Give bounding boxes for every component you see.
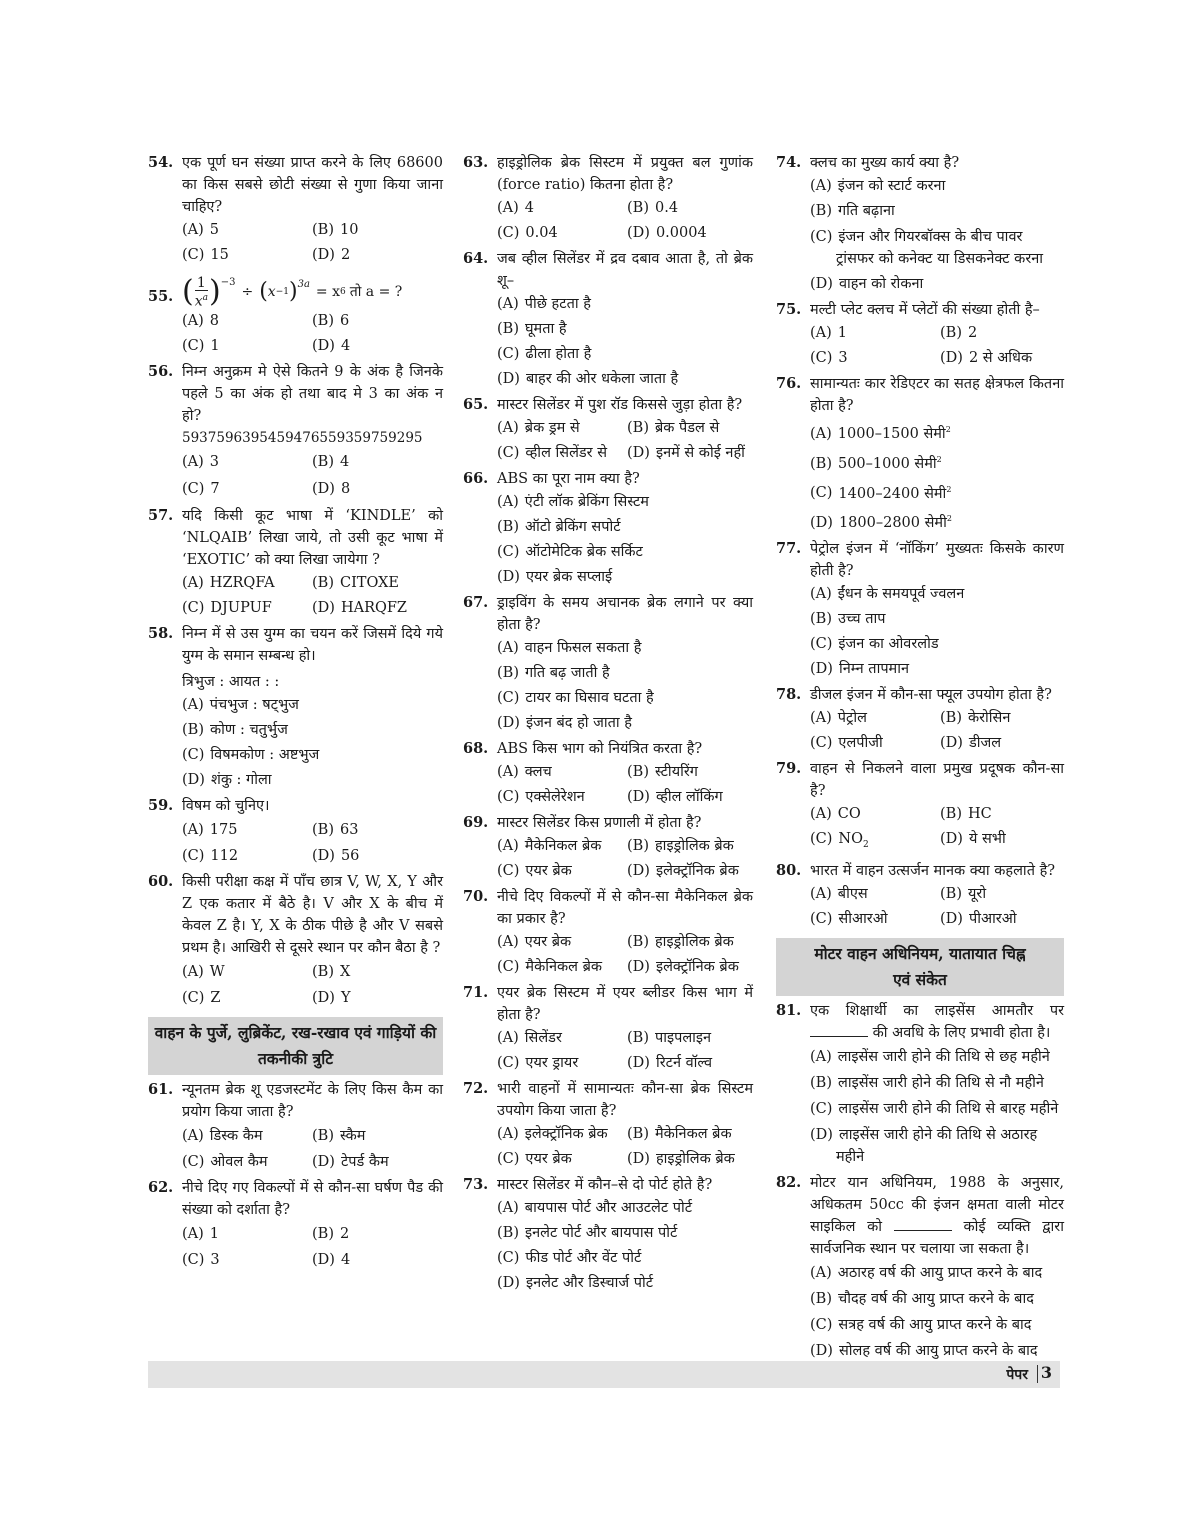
question-text: भारी वाहनों में सामान्यतः कौन-सा ब्रेक सिस्टम उपयोग किया जाता है? — [497, 1081, 753, 1119]
option-a: (A) एयर ब्रेक — [497, 934, 572, 950]
option-c: (C) 15 — [182, 247, 229, 263]
given-pair: त्रिभुज : आयत : : — [182, 673, 280, 690]
question-number: 55. — [148, 288, 174, 305]
option-b: (B) HC — [940, 806, 992, 823]
options — [182, 449, 443, 503]
option-d: (D) 56 — [312, 847, 360, 864]
question-71 — [463, 982, 753, 1076]
math-formula: ( $\frac{1}{x^a}$ ) $^{-3}$ ÷ ( x −1 ) $^{3a}$ = x 6 तो a = ? — [182, 274, 403, 310]
option-b: (B) 2 — [940, 325, 978, 341]
footer-label: पेपर — [1006, 1367, 1028, 1383]
option-d: (D) व्हील लॉकिंग — [627, 789, 723, 805]
question-number: 57. — [148, 506, 174, 524]
fill-blank — [810, 1024, 868, 1037]
option-d: (D) HARQFZ — [312, 599, 408, 616]
option-c: (C) टायर का घिसाव घटता है — [497, 690, 654, 706]
options — [182, 309, 443, 359]
option-a: (A) 4 — [497, 200, 535, 216]
option-c: (C) फीड पोर्ट और वेंट पोर्ट — [497, 1250, 642, 1266]
option-c: (C) सीआरओ — [810, 911, 888, 928]
question-62 — [148, 1177, 443, 1273]
option-b: (B) CITOXE — [312, 574, 400, 591]
question-59 — [148, 795, 443, 869]
question-number: 75. — [776, 301, 802, 318]
question-text: ABS का पूरा नाम क्या है? — [497, 471, 640, 487]
option-b: (B) ऑटो ब्रेकिंग सपोर्ट — [497, 519, 621, 535]
question-68 — [463, 738, 753, 810]
question-number: 66. — [463, 470, 489, 487]
question-66 — [463, 468, 753, 590]
question-text: मास्टर सिलेंडर में पुश रॉड किससे जुड़ा होता है? — [497, 397, 743, 413]
options — [497, 292, 753, 392]
option-d: (D) वाहन को रोकना — [810, 276, 924, 292]
option-c: (C) 0.04 — [497, 225, 558, 241]
question-text: मल्टी प्लेट क्लच में प्लेटों की संख्या होती है– — [810, 302, 1040, 318]
question-number: 70. — [463, 888, 489, 905]
question-78 — [776, 684, 1064, 756]
options — [810, 582, 1064, 682]
option-b: (B) हाइड्रोलिक ब्रेक — [627, 838, 734, 854]
question-text: मास्टर सिलेंडर किस प्रणाली में होता है? — [497, 815, 702, 831]
option-b: (B) कोण : चतुर्भुज — [182, 721, 288, 738]
option-d: (D) शंकु : गोला — [182, 771, 272, 788]
question-75 — [776, 299, 1064, 371]
option-d: (D) 2 से अधिक — [940, 350, 1033, 366]
option-d: (D) निम्न तापमान — [810, 661, 910, 678]
option-c: (C) इंजन का ओवरलोड — [810, 636, 939, 653]
option-a: (A) 175 — [182, 821, 238, 838]
options — [810, 321, 1064, 371]
option-d: (D) Y — [312, 989, 351, 1006]
option-a: (A) वाहन फिसल सकता है — [497, 640, 642, 656]
option-d: (D) 8 — [312, 480, 351, 497]
question-number: 63. — [463, 154, 489, 171]
option-b: (B) स्कैम — [312, 1127, 366, 1144]
option-c: (C) 3 — [810, 350, 848, 366]
option-c: (C) 7 — [182, 480, 220, 497]
question-number: 56. — [148, 362, 174, 380]
question-79 — [776, 758, 1064, 858]
question-number: 81. — [776, 1002, 802, 1020]
option-a: (A) बायपास पोर्ट और आउटलेट पोर्ट — [497, 1200, 693, 1216]
options — [497, 1026, 753, 1076]
option-a: (A) एंटी लॉक ब्रेकिंग सिस्टम — [497, 494, 649, 510]
option-b: (B) 10 — [312, 222, 359, 238]
options — [810, 417, 1064, 536]
question-text: ABS किस भाग को नियंत्रित करता है? — [497, 741, 703, 757]
question-number: 61. — [148, 1080, 174, 1098]
option-c: (C) 3 — [182, 1251, 220, 1268]
question-text: निम्न अनुक्रम मे ऐसे कितने 9 के अंक है जिनके पहले 5 का अंक हो तथा बाद मे 3 का अंक न हो? — [182, 363, 443, 424]
question-number: 74. — [776, 154, 802, 171]
option-d: (D) 4 — [312, 337, 351, 354]
option-d: (D) पीआरओ — [940, 911, 1017, 928]
option-d: (D) एयर ब्रेक सप्लाई — [497, 569, 613, 585]
option-b: (B) लाइसेंस जारी होने की तिथि से नौ महीने — [810, 1075, 1044, 1092]
option-d: (D) इंजन बंद हो जाता है — [497, 715, 632, 731]
option-a: (A) इंजन को स्टार्ट करना — [810, 178, 946, 194]
option-a: (A) डिस्क कैम — [182, 1127, 263, 1144]
option-d: (D) डीजल — [940, 735, 1002, 752]
options — [810, 1044, 1064, 1170]
option-d: (D) इनमें से कोई नहीं — [627, 445, 745, 461]
question-64 — [463, 248, 753, 392]
option-b: (B) 6 — [312, 312, 350, 329]
option-c: (C) ओवल कैम — [182, 1153, 268, 1170]
question-text: निम्न में से उस युग्म का चयन करें जिसमें दिये गये युग्म के समान सम्बन्ध हो। — [182, 625, 443, 664]
option-a: (A) 5 — [182, 222, 220, 238]
question-text: नीचे दिए गए विकल्पों में से कौन-सा घर्षण पैड की संख्या को दर्शाता है? — [182, 1179, 443, 1218]
page-number: 3 — [1040, 1363, 1052, 1382]
question-65 — [463, 394, 753, 466]
question-67 — [463, 592, 753, 736]
option-d: (D) इलेक्ट्रॉनिक ब्रेक — [627, 959, 739, 975]
options — [497, 760, 753, 810]
question-text: क्लच का मुख्य कार्य क्या है? — [810, 155, 960, 171]
option-a: (A) 1 — [810, 325, 848, 341]
question-text: हाइड्रोलिक ब्रेक सिस्टम में प्रयुक्त बल गुणांक (force ratio) कितना होता है? — [497, 155, 753, 193]
question-number: 59. — [148, 796, 174, 814]
option-b: (B) 63 — [312, 821, 359, 838]
question-number: 68. — [463, 740, 489, 757]
question-text: न्यूनतम ब्रेक शू एडजस्टमेंट के लिए किस कैम का प्रयोग किया जाता है? — [182, 1081, 443, 1120]
question-text: वाहन से निकलने वाला प्रमुख प्रदूषक कौन-सा है? — [810, 761, 1064, 800]
option-b: (B) 500–1000 सेमी$^2$ — [810, 454, 942, 472]
option-a: (A) 1 — [182, 1225, 220, 1242]
question-number: 73. — [463, 1176, 489, 1193]
options — [182, 693, 443, 793]
question-number: 54. — [148, 154, 174, 171]
option-b: (B) 0.4 — [627, 200, 679, 216]
option-d: (D) रिटर्न वॉल्व — [627, 1055, 713, 1071]
question-number: 58. — [148, 624, 174, 642]
footer-divider — [1037, 1365, 1038, 1383]
question-69 — [463, 812, 753, 884]
option-c: (C) एयर ड्रायर — [497, 1055, 579, 1071]
question-73 — [463, 1174, 753, 1296]
options — [182, 817, 443, 869]
option-b: (B) यूरो — [940, 886, 987, 903]
question-number: 71. — [463, 984, 489, 1001]
question-number: 79. — [776, 760, 802, 778]
option-a: (A) 1000–1500 सेमी$^2$ — [810, 425, 951, 442]
option-c: (C) ढीला होता है — [497, 346, 592, 362]
page-footer — [148, 1361, 1060, 1388]
option-d: (D) इनलेट और डिस्चार्ज पोर्ट — [497, 1275, 654, 1291]
option-b: (B) घूमता है — [497, 321, 567, 337]
option-c: (C) सत्रह वर्ष की आयु प्राप्त करने के बाद — [810, 1317, 1032, 1334]
section-heading: मोटर वाहन अधिनियम, यातायात चिह्न एवं संकेत — [776, 938, 1064, 996]
option-c: (C) 1400–2400 सेमी$^2$ — [810, 484, 952, 502]
question-54 — [148, 152, 443, 268]
option-a: (A) 3 — [182, 453, 220, 470]
option-c: (C) लाइसेंस जारी होने की तिथि से बारह महीने — [810, 1101, 1059, 1118]
option-a: (A) 8 — [182, 312, 220, 329]
option-b: (B) ब्रेक पैडल से — [627, 420, 720, 436]
option-b: (B) मैकेनिकल ब्रेक — [627, 1126, 732, 1142]
question-text: जब व्हील सिलेंडर में द्रव दबाव आता है, तो ब्रेक शू– — [497, 251, 753, 289]
question-82 — [776, 1172, 1064, 1364]
option-d: (D) लाइसेंस जारी होने की तिथि से अठारह महीने — [810, 1127, 1038, 1166]
option-a: (A) अठारह वर्ष की आयु प्राप्त करने के बाद — [810, 1265, 1043, 1282]
option-a: (A) W — [182, 963, 225, 980]
option-a: (A) सिलेंडर — [497, 1030, 562, 1046]
question-80 — [776, 860, 1064, 932]
option-a: (A) पीछे हटता है — [497, 296, 591, 312]
question-text: ड्राइविंग के समय अचानक ब्रेक लगाने पर क्या होता है? — [497, 595, 753, 633]
option-c: (C) व्हील सिलेंडर से — [497, 445, 607, 461]
option-c: (C) DJUPUF — [182, 599, 272, 616]
question-58 — [148, 623, 443, 793]
options — [810, 706, 1064, 756]
option-c: (C) 112 — [182, 847, 239, 864]
question-number: 78. — [776, 686, 802, 704]
question-number: 77. — [776, 540, 802, 558]
question-text: विषम को चुनिए। — [182, 797, 270, 814]
question-61 — [148, 1079, 443, 1175]
options — [182, 1123, 443, 1175]
options — [497, 196, 753, 246]
question-text: पेट्रोल इंजन में ‘नॉकिंग’ मुख्यतः किसके कारण होती है? — [810, 541, 1064, 580]
option-d: (D) 2 — [312, 247, 351, 263]
option-b: (B) स्टीयरिंग — [627, 764, 698, 780]
option-c: (C) एयर ब्रेक — [497, 1151, 572, 1167]
option-d: (D) 0.0004 — [627, 225, 707, 241]
number-sequence: 5937596395459476559359759295 — [182, 429, 423, 446]
question-72 — [463, 1078, 753, 1172]
question-text: डीजल इंजन में कौन-सा फ्यूल उपयोग होता है? — [810, 687, 1052, 704]
option-c: (C) मैकेनिकल ब्रेक — [497, 959, 603, 975]
option-c: (C) एक्सेलेरेशन — [497, 789, 585, 805]
options — [182, 1221, 443, 1273]
question-number: 65. — [463, 396, 489, 413]
option-c: (C) $NO_2$ — [810, 831, 869, 851]
question-text: यदि किसी कूट भाषा में ‘KINDLE’ को ‘NLQAIB’ लिखा जाये, तो उसी कूट भाषा में ‘EXOTIC’ को क्या लिखा जायेगा ? — [182, 507, 443, 568]
question-text: एक शिक्षार्थी का लाइसेंस आमतौर पर की अवधि के लिए प्रभावी होता है। — [810, 1003, 1064, 1042]
column-2 — [463, 152, 753, 1298]
option-b: (B) हाइड्रोलिक ब्रेक — [627, 934, 734, 950]
option-b: (B) X — [312, 963, 351, 980]
question-81 — [776, 1000, 1064, 1170]
question-text: एयर ब्रेक सिस्टम में एयर ब्लीडर किस भाग में होता है? — [497, 985, 753, 1023]
option-b: (B) गति बढ़ाना — [810, 203, 895, 219]
options — [497, 636, 753, 736]
option-a: (A) बीएस — [810, 886, 868, 903]
section-heading: वाहन के पुर्जे, लुब्रिकेंट, रख-रखाव एवं गाड़ियों की तकनीकी त्रुटि — [148, 1017, 443, 1075]
question-text: मास्टर सिलेंडर में कौन–से दो पोर्ट होते है? — [497, 1177, 713, 1193]
question-63 — [463, 152, 753, 246]
options — [182, 571, 443, 621]
question-number: 82. — [776, 1174, 802, 1192]
question-number: 76. — [776, 375, 802, 392]
question-56 — [148, 361, 443, 503]
options — [810, 802, 1064, 858]
option-a: (A) ब्रेक ड्रम से — [497, 420, 580, 436]
options — [497, 834, 753, 884]
question-text: नीचे दिए विकल्पों में से कौन-सा मैकेनिकल ब्रेक का प्रकार है? — [497, 889, 753, 927]
question-text: एक पूर्ण घन संख्या प्राप्त करने के लिए 68600 का किस सबसे छोटी संख्या से गुणा किया जाना चाहिए? — [182, 155, 443, 215]
question-text: भारत में वाहन उत्सर्जन मानक क्या कहलाते है? — [810, 863, 1056, 880]
options — [182, 959, 443, 1011]
options — [810, 882, 1064, 932]
column-3 — [776, 152, 1064, 1366]
option-a: (A) ईंधन के समयपूर्व ज्वलन — [810, 586, 965, 603]
option-d: (D) इलेक्ट्रॉनिक ब्रेक — [627, 863, 739, 879]
option-d: (D) सोलह वर्ष की आयु प्राप्त करने के बाद — [810, 1343, 1038, 1360]
option-b: (B) केरोसिन — [940, 710, 1011, 727]
option-a: (A) लाइसेंस जारी होने की तिथि से छह महीने — [810, 1049, 1050, 1066]
options — [182, 218, 443, 268]
question-text: किसी परीक्षा कक्ष में पाँच छात्र V, W, X, Y और Z एक कतार में बैठे है। V और X के बीच में केवल Z है। Y, X के ठीक पीछे है और V सबसे प्रथम है। आखिरी से दूसरे स्थान पर कौन बैठा है ? — [182, 873, 443, 956]
option-a: (A) इलेक्ट्रॉनिक ब्रेक — [497, 1126, 608, 1142]
fill-blank — [894, 1218, 952, 1231]
option-b: (B) 4 — [312, 453, 350, 470]
options — [497, 930, 753, 980]
option-c: (C) एयर ब्रेक — [497, 863, 572, 879]
option-d: (D) टेपर्ड कैम — [312, 1153, 389, 1170]
option-b: (B) उच्च ताप — [810, 611, 886, 628]
option-d: (D) 4 — [312, 1251, 351, 1268]
question-number: 67. — [463, 594, 489, 611]
option-b: (B) चौदह वर्ष की आयु प्राप्त करने के बाद — [810, 1291, 1034, 1308]
options — [497, 1122, 753, 1172]
question-number: 64. — [463, 250, 489, 267]
option-d: (D) 1800–2800 सेमी$^2$ — [810, 514, 952, 532]
option-d: (D) ये सभी — [940, 831, 1006, 848]
option-b: (B) पाइपलाइन — [627, 1030, 712, 1046]
option-b: (B) इनलेट पोर्ट और बायपास पोर्ट — [497, 1225, 678, 1241]
options — [810, 1260, 1064, 1364]
option-c: (C) 1 — [182, 337, 220, 354]
options — [497, 416, 753, 466]
option-a: (A) मैकेनिकल ब्रेक — [497, 838, 602, 854]
option-d: (D) हाइड्रोलिक ब्रेक — [627, 1151, 735, 1167]
option-c: (C) विषमकोण : अष्टभुज — [182, 746, 320, 763]
option-a: (A) क्लच — [497, 764, 552, 780]
option-c: (C) इंजन और गियरबॉक्स के बीच पावर ट्रांसफर को कनेक्ट या डिसकनेक्ट करना — [810, 229, 1044, 267]
question-60 — [148, 871, 443, 1011]
column-1 — [148, 152, 443, 1275]
question-text: सामान्यतः कार रेडिएटर का सतह क्षेत्रफल कितना होता है? — [810, 376, 1064, 414]
option-c: (C) एलपीजी — [810, 735, 883, 752]
options — [810, 174, 1064, 297]
question-number: 60. — [148, 872, 174, 890]
question-number: 80. — [776, 862, 802, 880]
option-a: (A) HZRQFA — [182, 574, 275, 591]
question-74 — [776, 152, 1064, 297]
question-77 — [776, 538, 1064, 682]
option-a: (A) पंचभुज : षट्भुज — [182, 696, 299, 713]
question-number: 62. — [148, 1178, 174, 1196]
option-c: (C) Z — [182, 989, 221, 1006]
option-c: (C) ऑटोमेटिक ब्रेक सर्किट — [497, 544, 643, 560]
option-a: (A) CO — [810, 806, 861, 823]
question-70 — [463, 886, 753, 980]
option-d: (D) बाहर की ओर धकेला जाता है — [497, 371, 679, 387]
options — [497, 490, 753, 590]
question-57 — [148, 505, 443, 621]
question-55 — [148, 276, 443, 359]
options — [497, 1196, 753, 1296]
option-a: (A) पेट्रोल — [810, 710, 867, 727]
option-b: (B) गति बढ़ जाती है — [497, 665, 610, 681]
option-b: (B) 2 — [312, 1225, 350, 1242]
question-76 — [776, 373, 1064, 536]
question-number: 69. — [463, 814, 489, 831]
question-number: 72. — [463, 1080, 489, 1097]
question-text: मोटर यान अधिनियम, 1988 के अनुसार, अधिकतम 50cc की इंजन क्षमता वाली मोटर साइकिल को कोई व्यक्ति द्वारा सार्वजनिक स्थान पर चलाया जा सकता है। — [810, 1175, 1064, 1258]
